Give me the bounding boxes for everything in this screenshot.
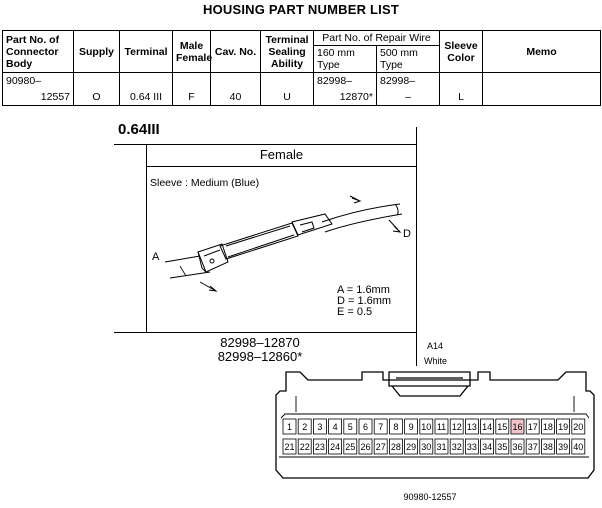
terminal-illustration — [165, 196, 402, 291]
connector-part-number: 90980-12557 — [403, 492, 457, 502]
pin-label-18: 18 — [542, 422, 553, 432]
pin-label-9: 9 — [408, 422, 414, 432]
dim-a: A = 1.6mm — [337, 284, 390, 296]
pin-label-8: 8 — [393, 422, 399, 432]
header-supply: Supply — [74, 31, 120, 73]
pin-label-16: 16 — [512, 422, 523, 432]
pin-label-3: 3 — [317, 422, 323, 432]
pin-label-13: 13 — [466, 422, 477, 432]
pin-label-40: 40 — [573, 442, 584, 452]
pin-label-24: 24 — [330, 442, 341, 452]
page-title: HOUSING PART NUMBER LIST — [203, 2, 399, 17]
header-terminal: Terminal — [120, 31, 173, 73]
pin-label-32: 32 — [451, 442, 462, 452]
pin-label-34: 34 — [482, 442, 493, 452]
header-sealing: Terminal Sealing Ability — [261, 31, 314, 73]
connector-name: A14 — [427, 341, 444, 351]
pin-label-15: 15 — [497, 422, 508, 432]
header-cav-no: Cav. No. — [211, 31, 261, 73]
connector-color: White — [424, 356, 448, 366]
pin-label-7: 7 — [378, 422, 384, 432]
pin-label-20: 20 — [573, 422, 584, 432]
pin-label-27: 27 — [375, 442, 386, 452]
pin-label-37: 37 — [527, 442, 538, 452]
pin-grid — [283, 419, 585, 454]
pin-label-35: 35 — [497, 442, 508, 452]
cell-sleeve: L — [440, 89, 483, 106]
terminal-type-title: 0.64III — [118, 121, 160, 138]
pin-label-12: 12 — [451, 422, 462, 432]
header-wire-500: 500 mm Type — [377, 46, 440, 73]
pin-label-1: 1 — [286, 422, 293, 432]
pin-label-22: 22 — [299, 442, 310, 452]
sleeve-label: Sleeve : Medium (Blue) — [150, 177, 260, 189]
pin-label-28: 28 — [390, 442, 401, 452]
header-male-female: Male Female — [173, 31, 211, 73]
dimension-list — [337, 285, 391, 318]
header-memo: Memo — [483, 31, 601, 73]
terminal-part-numbers — [210, 336, 310, 364]
pin-label-39: 39 — [558, 442, 569, 452]
terminal-gender-label: Female — [259, 147, 304, 162]
terminal-part-number-2: 82998–12860* — [217, 349, 303, 364]
pin-label-21: 21 — [284, 442, 295, 452]
pin-label-25: 25 — [345, 442, 356, 452]
dim-label-a: A — [152, 251, 160, 263]
pin-label-23: 23 — [314, 442, 325, 452]
pin-label-6: 6 — [362, 422, 369, 432]
pin-label-14: 14 — [482, 422, 493, 432]
pin-label-17: 17 — [527, 422, 538, 432]
cell-part-no-line2: 12557 — [3, 89, 74, 106]
dim-d: D = 1.6mm — [337, 295, 392, 307]
header-part-no: Part No. of Connector Body — [3, 31, 74, 73]
pin-label-30: 30 — [421, 442, 432, 452]
cell-wire-160-line1: 82998– — [314, 73, 377, 90]
cell-terminal: 0.64 III — [120, 89, 173, 106]
cell-wire-500-line2: – — [377, 89, 440, 106]
cell-cav-no: 40 — [211, 89, 261, 106]
header-repair-wire: Part No. of Repair Wire — [314, 31, 440, 46]
dim-label-d: D — [403, 228, 411, 240]
cell-supply: O — [74, 89, 120, 106]
cell-sealing: U — [261, 89, 314, 106]
pin-label-33: 33 — [466, 442, 477, 452]
dim-e: E = 0.5 — [337, 306, 373, 318]
header-sleeve: Sleeve Color — [440, 31, 483, 73]
pin-label-10: 10 — [421, 422, 432, 432]
cell-wire-500-line1: 82998– — [377, 73, 440, 90]
pin-label-26: 26 — [360, 442, 371, 452]
pin-label-36: 36 — [512, 442, 523, 452]
pin-label-19: 19 — [558, 422, 569, 432]
pin-label-31: 31 — [436, 442, 447, 452]
cell-part-no-line1: 90980– — [3, 73, 74, 90]
header-wire-160: 160 mm Type — [314, 46, 377, 73]
pin-label-11: 11 — [436, 422, 447, 432]
cell-wire-160-line2: 12870* — [314, 89, 377, 106]
pin-label-2: 2 — [302, 422, 308, 432]
pin-label-4: 4 — [332, 422, 338, 432]
cell-male-female: F — [173, 89, 211, 106]
pin-label-5: 5 — [347, 422, 353, 432]
terminal-part-number-1: 82998–12870 — [220, 335, 300, 350]
pin-label-38: 38 — [542, 442, 553, 452]
pin-label-29: 29 — [406, 442, 417, 452]
